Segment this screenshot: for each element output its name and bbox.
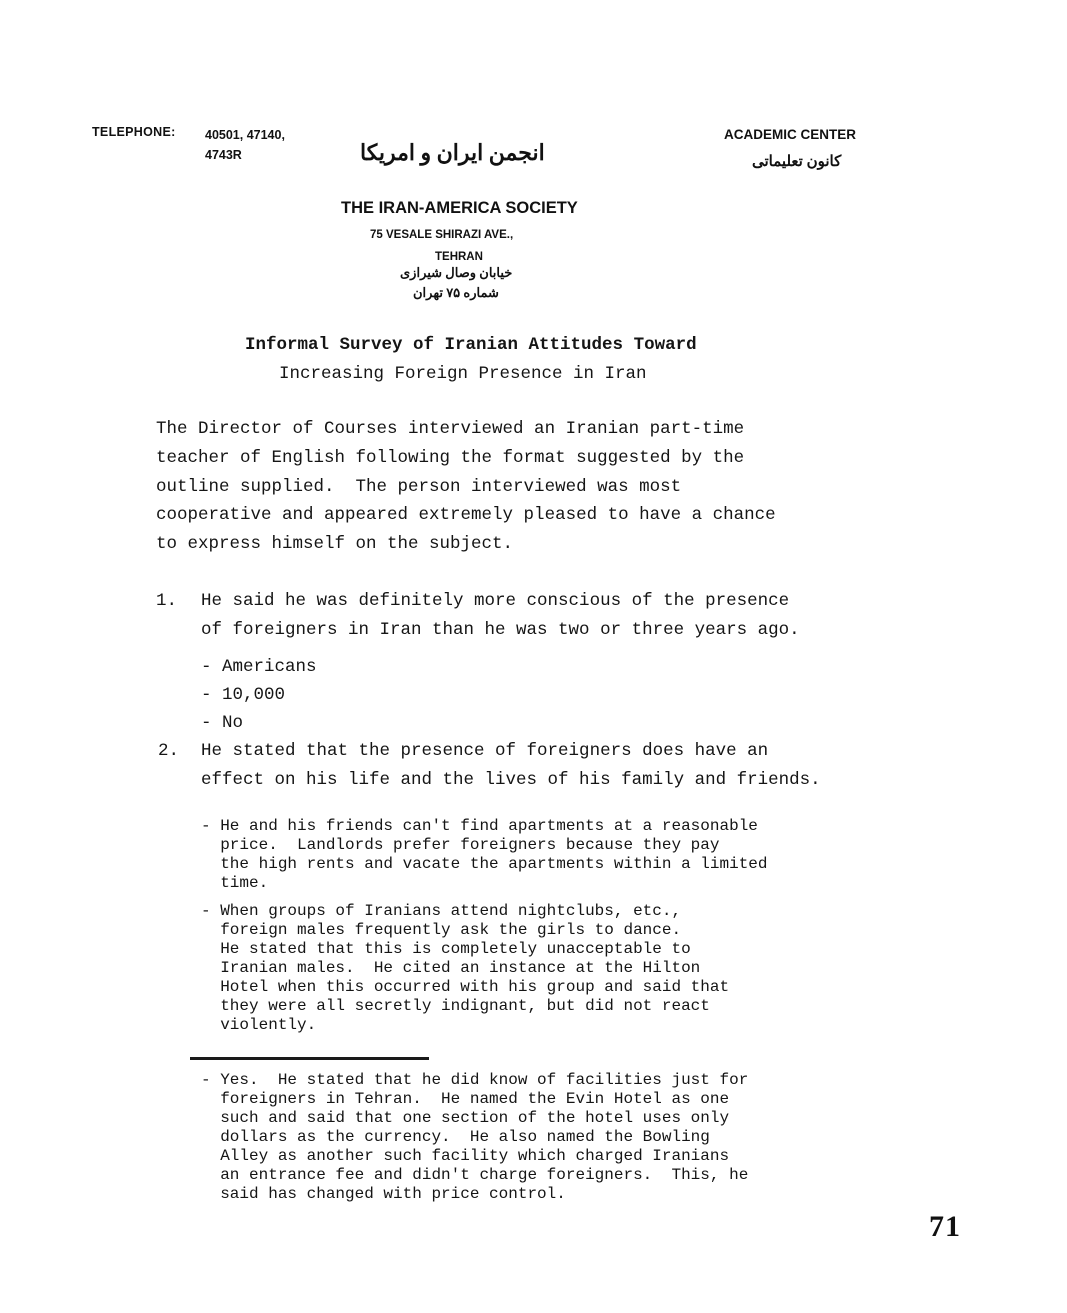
academic-center-label: ACADEMIC CENTER — [724, 127, 857, 142]
telephone-line-2: 4743R — [205, 148, 242, 162]
society-city: TEHRAN — [435, 251, 483, 263]
item-2-bullet-nightclubs: - When groups of Iranians attend nightclubs, etc., foreign males frequently ask the girls to dance. He stated that this is completely unacceptable to Iranian males. He cited an instance at the Hilton Hotel when this occurred with his group and said that they were all secretly indignant, but did not react violently. — [201, 902, 730, 1034]
telephone-label: TELEPHONE: — [92, 125, 176, 139]
society-number-farsi: شماره ۷۵ تهران — [413, 285, 499, 300]
society-name: THE IRAN-AMERICA SOCIETY — [341, 199, 578, 217]
item-2-bullet-apartments: - He and his friends can't find apartments at a reasonable price. Landlords prefer foreigners because they pay the high rents and vacate the apartments within a limited time. — [201, 817, 768, 892]
item-1-answer-3: - No — [201, 713, 244, 733]
telephone-line-1: 40501, 47140, — [205, 128, 285, 142]
society-address: 75 VESALE SHIRAZI AVE., — [370, 229, 514, 241]
item-2-number: 2. — [158, 741, 180, 761]
document-title-line-1: Informal Survey of Iranian Attitudes Toward — [245, 335, 697, 355]
academic-center-farsi: کانون تعلیماتی — [752, 154, 842, 170]
document-title-line-2: Increasing Foreign Presence in Iran — [279, 364, 647, 384]
intro-paragraph: The Director of Courses interviewed an Iranian part-time teacher of English following the format suggested by the outline supplied. The person interviewed was most cooperative and appeared extremely pleased to have a chance to express himself on the subject. — [156, 419, 776, 555]
item-2-text: He stated that the presence of foreigners does have an effect on his life and the lives of his family and friends. — [201, 741, 821, 790]
society-address-farsi: خیابان وصال شیرازی — [400, 265, 513, 280]
separator-rule — [190, 1057, 429, 1060]
facilities-bullet: - Yes. He stated that he did know of facilities just for foreigners in Tehran. He named the Evin Hotel as one such and said that one section of the hotel uses only dollars as the currency. He also named the Bowling Alley as another such facility which charged Iranians an entrance fee and didn't charge foreigners. This, he said has changed with price control. — [201, 1071, 749, 1203]
item-1-answer-1: - Americans — [201, 657, 317, 677]
page-number: 71 — [929, 1210, 961, 1243]
item-1-text: He said he was definitely more conscious of the presence of foreigners in Iran than he was two or three years ago. — [201, 591, 800, 640]
item-1-answer-2: - 10,000 — [201, 685, 286, 705]
item-1-number: 1. — [156, 591, 178, 611]
society-name-farsi: انجمن ایران و امریکا — [360, 140, 545, 165]
telephone-numbers — [205, 125, 285, 165]
